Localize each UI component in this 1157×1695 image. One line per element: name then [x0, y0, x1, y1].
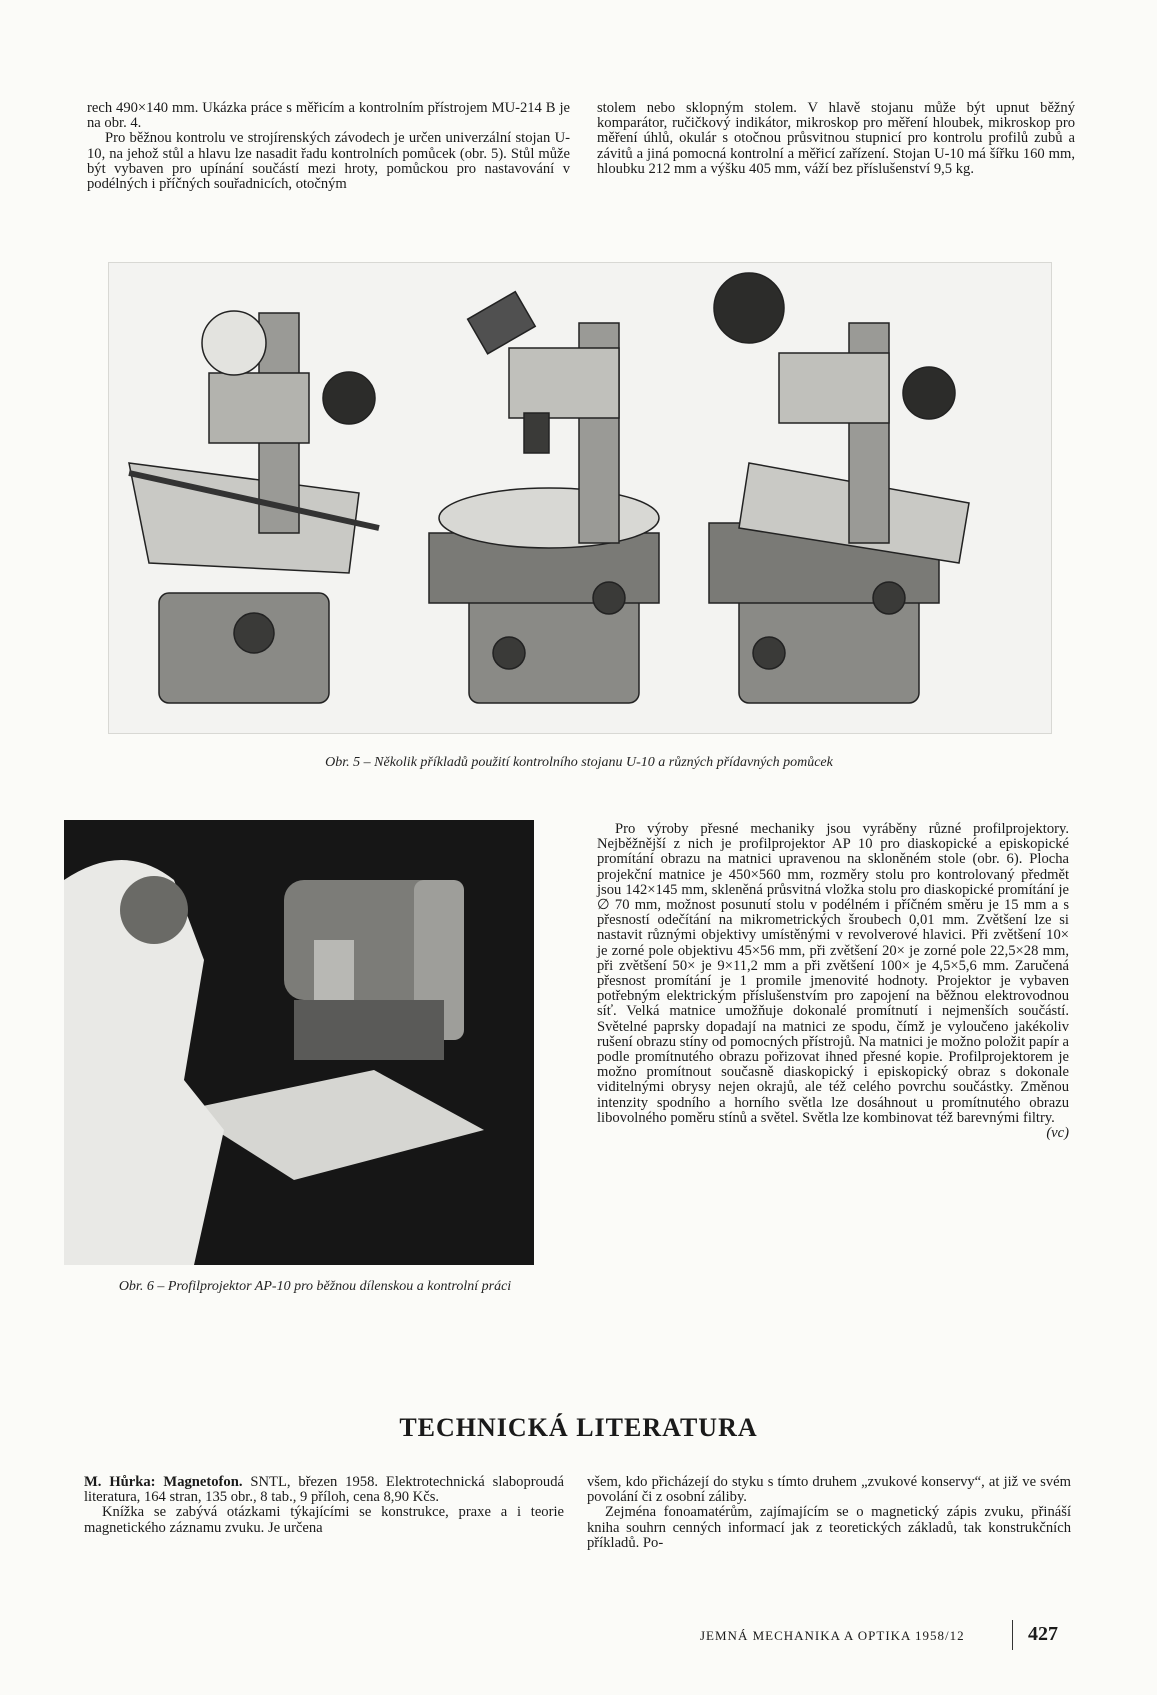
- measuring-stand-illustration: [109, 263, 1051, 733]
- book-details: SNTL, březen 1958. Elektrotechnická slaboproudá literatura, 164 stran, 135 obr., 8 tab., 9 příloh, cena 8,90 Kčs.: [84, 1474, 565, 1506]
- paragraph: stolem nebo sklopným stolem. V hlavě stojanu může být upnut běžný komparátor, ručičkový indikátor, mikroskop pro měření hloubek, mikroskop pro měření úhlů, okulár s otočnou průsvitnou stupnicí pro kontrolu profilů zubů a závitů a jiná pomocná kontrolní a měřicí zařízení. Stojan U-10 má šířku 160 mm, hloubku 212 mm a výšku 405 mm, váží bez příslušenství 9,5 kg.: [597, 100, 1075, 177]
- figure-6-caption: Obr. 6 – Profilprojektor AP-10 pro běžnou dílenskou a kontrolní práci: [118, 1279, 512, 1294]
- book-title: M. Hůrka: Magnetofon.: [84, 1474, 243, 1490]
- figure-6-photo: [64, 820, 534, 1265]
- page-number: 427: [1028, 1623, 1058, 1645]
- footer-divider: [1012, 1620, 1013, 1650]
- section-title: TECHNICKÁ LITERATURA: [399, 1413, 758, 1442]
- mid-right-column: [597, 822, 1069, 1141]
- paragraph: rech 490×140 mm. Ukázka práce s měřicím a kontrolním přístrojem MU-214 B je na obr. 4.: [87, 100, 570, 132]
- author-signature: (vc): [1046, 1125, 1069, 1142]
- paragraph: Zejména fonoamatérům, zajímajícím se o magnetický zápis zvuku, přináší kniha souhrn cenných informací jak z teoretických základů, tak konstrukčních příkladů. Po-: [587, 1504, 1071, 1551]
- paragraph: Pro běžnou kontrolu ve strojírenských závodech je určen univerzální stojan U-10, na jehož stůl a hlavu lze nasadit řadu kontrolních pomůcek (obr. 5). Stůl může být vybaven pro upínání součástí mezi hroty, pomůckou pro nastavování v podélných i příčných souřadnicích, otočným: [87, 130, 570, 193]
- bottom-left-column: [84, 1475, 564, 1536]
- paragraph: Pro výroby přesné mechaniky jsou vyráběny různé profilprojektory. Nejběžnější z nich je profilprojektor AP 10 pro diaskopické a episkopické promítání obrazu na matnici upravenou na skloněném stole (obr. 6). Plocha projekční matnice je 450×560 mm, rozměry stolu pro kontrolovaný předmět jsou 142×145 mm, skleněná průsvitná vložka stolu pro diaskopické promítání je ∅ 70 mm, možnost posunutí stolu v podélném i příčném směru je 15 mm a s přesností odečítání na mikrometrických šroubech 0,01 mm. Zvětšení lze si nastavit různými objektivy umístěnými v revolverové hlavici. Při zvětšení 10× je zorné pole objektivu 45×56 mm, při zvětšení 20× je zorné pole 22,5×28 mm, při zvětšení 50× je 9×11,2 mm a při zvětšení 100× je 4,5×5,6 mm. Zaručená přesnost promítání je 1 promile jmenovité hodnoty. Projektor je vybaven potřebným elektrickým příslušenstvím pro zapojení na běžnou elektrovodnou síť. Velká matnice umožňuje dokonalé promítnutí i nejmenších součástí. Světelné paprsky dopadají na matnici ze spodu, čímž je vyloučeno jakékoliv rušení obrazu stíny od pomocných přístrojů. Na matnici je možno položit papír a podle promítnutého obrazu pořizovat ihned přesné kopie. Profilprojektorem je možno promítnout současně diaskopický i episkopický obraz s dokonale viditelnými obrysy nejen okrajů, ale též celého povrchu součástky. Změnou intenzity spodního a horního světla lze dosáhnout u promítnutého obrazu libovolného poměru stínů a světel. Světla lze kombinovat též barevnými filtry.: [597, 821, 1069, 1126]
- book-reference: [84, 1475, 564, 1505]
- journal-name: JEMNÁ MECHANIKA A OPTIKA 1958/12: [700, 1628, 965, 1643]
- figure-5-photo: [108, 262, 1052, 734]
- bottom-right-column: [587, 1475, 1071, 1551]
- paragraph: Knížka se zabývá otázkami týkajícími se konstrukce, praxe a i teorie magnetického záznamu zvuku. Je určena: [84, 1504, 564, 1536]
- profile-projector-illustration: [64, 820, 534, 1265]
- top-left-column: [87, 101, 570, 192]
- figure-5-caption: Obr. 5 – Několik příkladů použití kontrolního stojanu U-10 a různých přídavných pomůcek: [325, 755, 833, 770]
- paragraph: všem, kdo přicházejí do styku s tímto druhem „zvukové konservy“, at již ve svém povolání či z osobní záliby.: [587, 1474, 1071, 1506]
- top-right-column: [597, 101, 1075, 177]
